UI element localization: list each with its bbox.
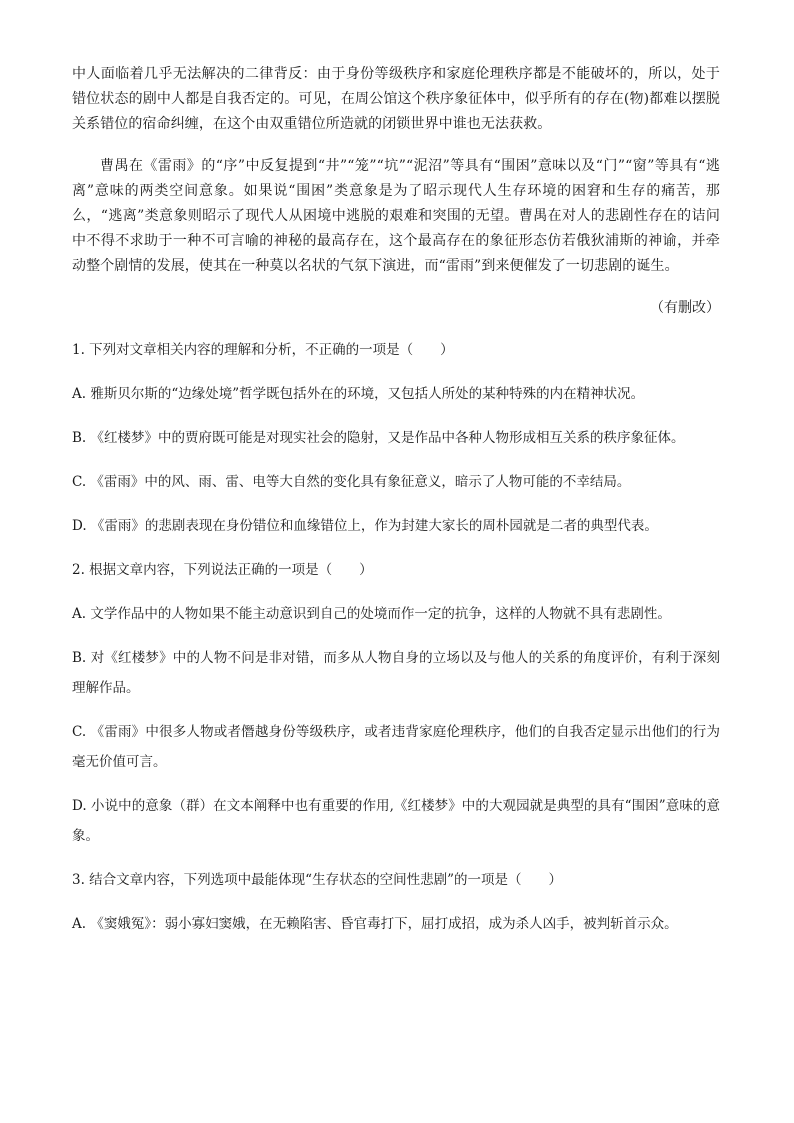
passage-paragraph-2: 曹禺在《雷雨》的“序”中反复提到“井”“笼”“坑”“泥沼”等具有“围困”意味以及“门”“窗”等具有“逃离”意味的两类空间意象。如果说“围困”类意象是为了昭示现代人生存环境的困窘和生存的痛苦，那么，“逃离”类意象则昭示了现代人从困境中逃脱的艰难和突围的无望。曹禺在对人的悲剧性存在的诘问中不得不求助于一种不可言喻的神秘的最高存在，这个最高存在的象征形态仿若俄狄浦斯的神谕，并牵动整个剧情的发展，使其在一种莫以名状的气氛下演进，而“雷雨”到来便催发了一切悲剧的诞生。 [72,158,720,274]
option-a: A. 《窦娥冤》：弱小寡妇窦娥，在无赖陷害、昏官毒打下，屈打成招，成为杀人凶手，被判斩首示众。 [72,916,678,932]
question-2 [72,555,720,851]
question-stem: 3. 结合文章内容，下列选项中最能体现“生存状态的空间性悲剧”的一项是（ ） [72,872,562,888]
question-3 [72,865,720,939]
option-c: C. 《雷雨》中的风、雨、雷、电等大自然的变化具有象征意义，暗示了人物可能的不幸结局。 [72,474,631,490]
option-a: A. 文学作品中的人物如果不能主动意识到自己的处境而作一定的抗争，这样的人物就不具有悲剧性。 [72,606,671,622]
option-d: D. 《雷雨》的悲剧表现在身份错位和血缘错位上，作为封建大家长的周朴园就是二者的典型代表。 [72,518,658,534]
option-a: A. 雅斯贝尔斯的“边缘处境”哲学既包括外在的环境，又包括人所处的某种特殊的内在精神状况。 [72,386,645,402]
option-d: D. 小说中的意象（群）在文本阐释中也有重要的作用,《红楼梦》中的大观园就是典型的具有“围困”意味的意象。 [72,798,720,844]
option-b: B. 对《红楼梦》中的人物不问是非对错，而多从人物自身的立场以及与他人的关系的角度评价，有利于深刻理解作品。 [72,650,720,696]
source-note: （有删改） [650,300,720,316]
option-c: C. 《雷雨》中很多人物或者僭越身份等级秩序，或者违背家庭伦理秩序，他们的自我否定显示出他们的行为毫无价值可言。 [72,724,720,770]
option-b: B. 《红楼梦》中的贾府既可能是对现实社会的隐射，又是作品中各种人物形成相互关系的秩序象征体。 [72,430,685,446]
passage-paragraph-1: 中人面临着几乎无法解决的二律背反：由于身份等级秩序和家庭伦理秩序都是不能破坏的，所以，处于错位状态的剧中人都是自我否定的。可见，在周公馆这个秩序象征体中，似乎所有的存在(物)都难以摆脱关系错位的宿命纠缠，在这个由双重错位所造就的闭锁世界中谁也无法获救。 [72,66,720,132]
document-page [72,62,720,939]
question-stem: 1. 下列对文章相关内容的理解和分析，不正确的一项是（ ） [72,342,454,358]
question-stem: 2. 根据文章内容，下列说法正确的一项是（ ） [72,562,373,578]
question-1 [72,335,720,541]
